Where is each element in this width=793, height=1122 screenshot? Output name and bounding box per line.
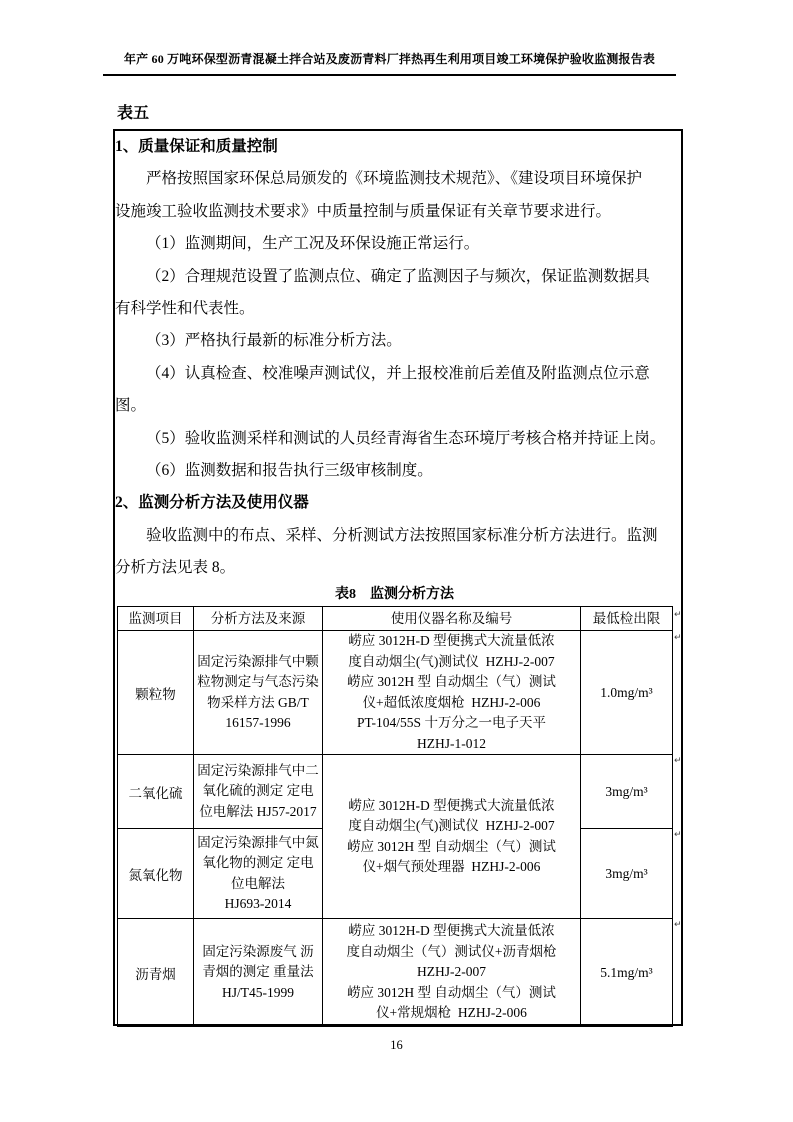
row-end-mark-icon: ↵ [674,610,682,620]
cell-line: HZHJ-1-012 [417,735,486,751]
cell-line: 位电解法 HJ57-2017 [199,803,317,819]
analysis-method-table [117,606,673,1027]
cell-line: 固定污染源排气中二 [197,762,319,778]
method-cell [194,755,323,829]
body-line: 设施竣工验收监测技术要求》中质量控制与质量保证有关章节要求进行。 [115,202,612,220]
body-line: （1）监测期间，生产工况及环保设施正常运行。 [146,235,480,253]
cell-line: 位电解法 [231,875,285,891]
cell-line: 固定污染源排气中氮 [197,834,319,850]
cell-line: 仪+烟气预处理器 HZHJ-2-006 [362,859,541,874]
body-line: 分析方法见表 8。 [115,559,236,577]
body-line: （6）监测数据和报告执行三级审核制度。 [146,461,433,479]
page-number: 16 [390,1038,403,1052]
cell-line: 度自动烟尘(气)测试仪 HZHJ-2-007 [348,818,555,833]
cell-line: 崂应 3012H-D 型便携式大流量低浓 [348,923,555,939]
table-row [118,631,673,755]
table-header-row [118,607,673,631]
table8-title: 表8 监测分析方法 [335,587,454,602]
body-line: （2）合理规范设置了监测点位、确定了监测因子与频次，保证监测数据具 [146,267,650,285]
item-cell: 沥青烟 [118,919,194,1027]
item-cell: 颗粒物 [118,631,194,755]
body-text [115,131,681,584]
cell-line: 度自动烟尘(气)测试仪 HZHJ-2-007 [348,653,555,669]
instrument-cell [323,919,581,1027]
limit-cell: 3mg/m³ [581,829,673,919]
cell-line: 固定污染源排气中颗 [197,653,319,669]
cell-line: 崂应 3012H-D 型便携式大流量低浓 [348,797,555,813]
cell-line: HJ/T45-1999 [222,984,294,1000]
cell-line: 仪+超低浓度烟枪 HZHJ-2-006 [362,694,541,710]
item-cell: 氮氧化物 [118,829,194,919]
row-end-mark-icon: ↵ [674,830,682,840]
body-line: （5）验收监测采样和测试的人员经青海省生态环境厅考核合格并持证上岗。 [146,429,666,447]
cell-line: 崂应 3012H-D 型便携式大流量低浓 [348,633,555,648]
method-cell [194,631,323,755]
cell-line: 物采样方法 GB/T [207,694,309,710]
table-row [118,919,673,1027]
document-header-title: 年产 60 万吨环保型沥青混凝土拌合站及废沥青料厂拌热再生利用项目竣工环境保护验收监测报告表 [103,50,676,76]
cell-line: 度自动烟尘（气）测试仪+沥青烟枪 [346,943,557,959]
instrument-cell-merged [323,755,581,919]
row-end-mark-icon: ↵ [674,756,682,766]
cell-line: 固定污染源废气 沥 [202,943,314,959]
cell-line: 16157-1996 [225,715,291,730]
column-header-limit: 最低检出限 [581,607,673,631]
section2-heading: 2、监测分析方法及使用仪器 [115,494,309,512]
cell-line: 青烟的测定 重量法 [202,964,314,980]
limit-cell: 3mg/m³ [581,755,673,829]
method-cell [194,829,323,919]
cell-line: 氧化硫的测定 定电 [202,783,314,799]
item-cell: 二氧化硫 [118,755,194,829]
body-line: （3）严格执行最新的标准分析方法。 [146,332,402,350]
cell-line: 崂应 3012H 型 自动烟尘（气）测试 [347,838,556,854]
body-line: 图。 [115,397,147,415]
cell-line: 粒物测定与气态污染 [197,674,319,689]
cell-line: 氧化物的测定 定电 [202,855,314,870]
column-header-item: 监测项目 [118,607,194,631]
limit-cell: 5.1mg/m³ [581,919,673,1027]
body-line: 验收监测中的布点、采样、分析测试方法按照国家标准分析方法进行。监测 [146,526,658,544]
column-header-method: 分析方法及来源 [194,607,323,631]
section1-heading: 1、质量保证和质量控制 [115,138,278,155]
body-line: 有科学性和代表性。 [115,299,255,317]
column-header-instrument: 使用仪器名称及编号 [323,607,581,631]
method-cell [194,919,323,1027]
cell-line: PT-104/55S 十万分之一电子天平 [357,715,546,730]
row-end-mark-icon: ↵ [674,633,682,643]
cell-line: HZHJ-2-007 [417,964,486,980]
instrument-cell [323,631,581,755]
cell-line: 崂应 3012H 型 自动烟尘（气）测试 [347,674,556,689]
cell-line: HJ693-2014 [224,896,292,911]
body-line: （4）认真检查、校准噪声测试仪，并上报校准前后差值及附监测点位示意 [146,364,650,382]
table-row [118,755,673,829]
row-end-mark-icon: ↵ [674,920,682,930]
cell-line: 仪+常规烟枪 HZHJ-2-006 [376,1005,527,1021]
sheet-label: 表五 [117,105,150,122]
limit-cell: 1.0mg/m³ [581,631,673,755]
cell-line: 崂应 3012H 型 自动烟尘（气）测试 [347,984,556,1000]
body-line: 严格按照国家环保总局颁发的《环境监测技术规范》、《建设项目环境保护 [146,170,643,188]
